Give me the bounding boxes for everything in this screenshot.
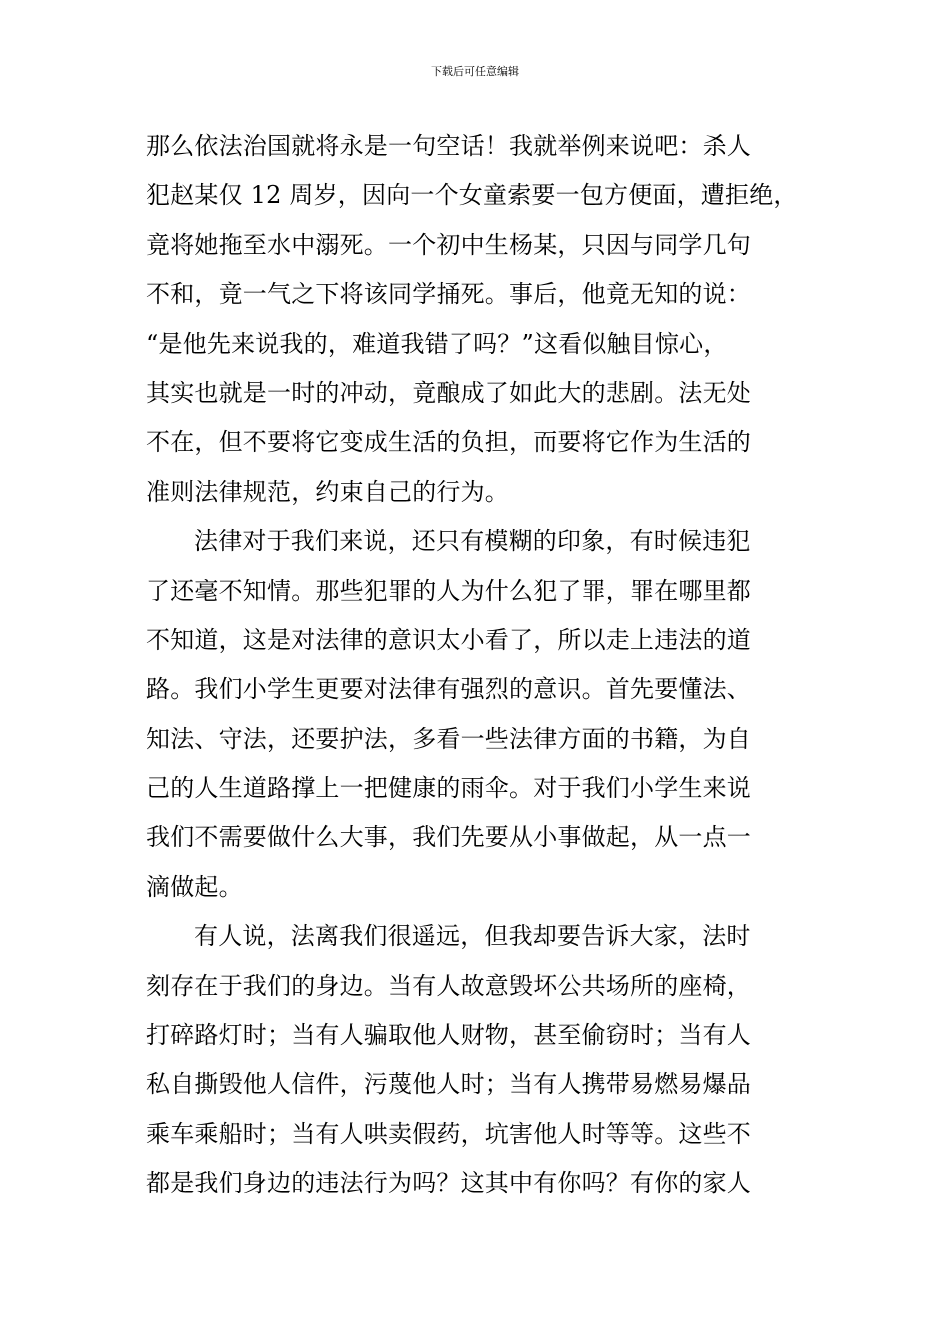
text-line: 都是我们身边的违法行为吗？这其中有你吗？有你的家人 <box>146 1169 751 1198</box>
text-line: 不在，但不要将它变成生活的负担，而要将它作为生活的 <box>146 428 751 457</box>
text-line: 其实也就是一时的冲动，竟酿成了如此大的悲剧。法无处 <box>146 378 751 407</box>
text-line: 滴做起。 <box>146 872 243 901</box>
text-line: 不和，竟一气之下将该同学捅死。事后，他竟无知的说： <box>146 280 751 309</box>
text-line: 打碎路灯时；当有人骗取他人财物，甚至偷窃时；当有人 <box>146 1021 751 1050</box>
text-line: 我们不需要做什么大事，我们先要从小事做起，从一点一 <box>146 823 751 852</box>
text-line: 刻存在于我们的身边。当有人故意毁坏公共场所的座椅， <box>146 971 751 1000</box>
text-line: 那么依法治国就将永是一句空话！我就举例来说吧：杀人 <box>146 132 751 160</box>
text-line: 知法、守法，还要护法，多看一些法律方面的书籍，为自 <box>146 724 751 753</box>
text-line: 不知道，这是对法律的意识太小看了，所以走上违法的道 <box>146 625 751 654</box>
text-line: 路。我们小学生更要对法律有强烈的意识。首先要懂法、 <box>146 675 751 704</box>
paragraph-first-line: 法律对于我们来说，还只有模糊的印象，有时候违犯 <box>194 527 751 556</box>
text-line: 乘车乘船时；当有人哄卖假药，坑害他人时等等。这些不 <box>146 1119 751 1148</box>
text-line: “是他先来说我的，难道我错了吗？”这看似触目惊心， <box>146 329 728 358</box>
text-line: 了还毫不知情。那些犯罪的人为什么犯了罪，罪在哪里都 <box>146 576 751 605</box>
text-line: 竟将她拖至水中溺死。一个初中生杨某，只因与同学几句 <box>146 230 751 259</box>
text-line: 准则法律规范，约束自己的行为。 <box>146 477 509 506</box>
text-line: 己的人生道路撑上一把健康的雨伞。对于我们小学生来说 <box>146 774 751 803</box>
text-line: 私自撕毁他人信件，污蔑他人时；当有人携带易燃易爆品 <box>146 1070 751 1099</box>
text-line: 犯赵某仅 12 周岁，因向一个女童索要一包方便面，遭拒绝， <box>146 181 798 210</box>
page-header: 下载后可任意编辑 <box>431 65 519 78</box>
document-body <box>146 122 806 1209</box>
paragraph-first-line: 有人说，法离我们很遥远，但我却要告诉大家，法时 <box>194 922 751 951</box>
